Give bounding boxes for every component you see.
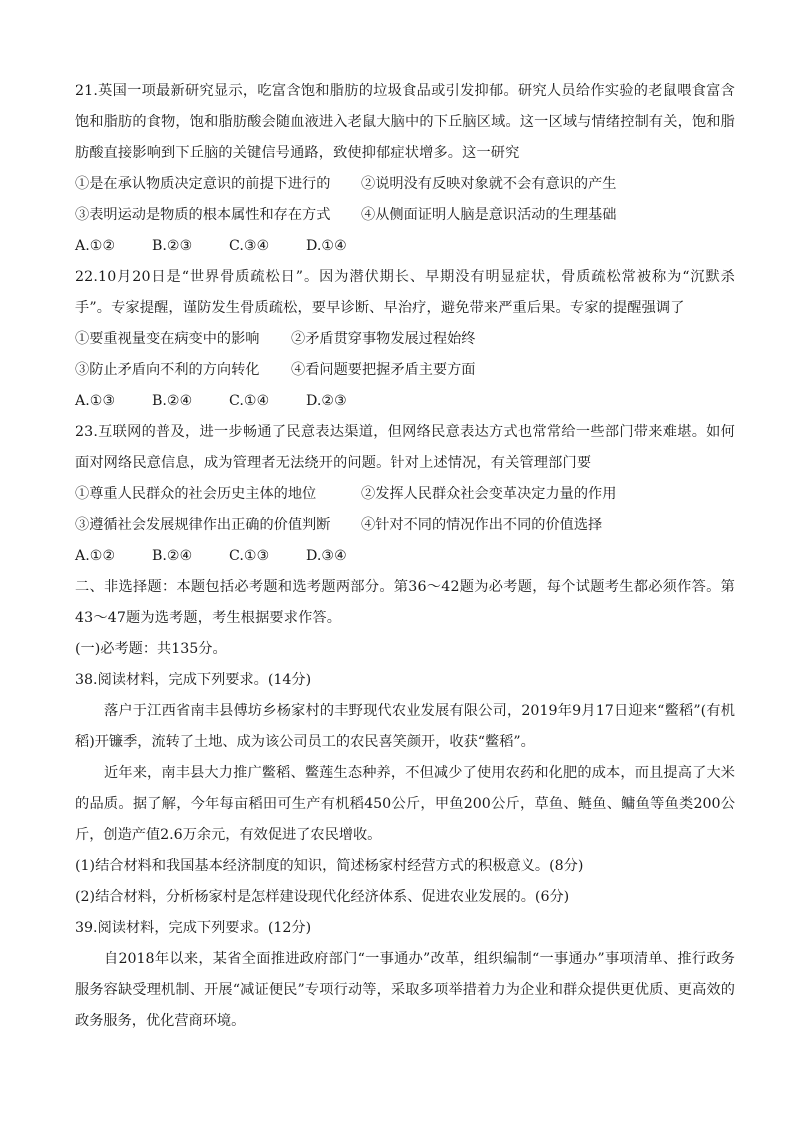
q21-option-4: ④从侧面证明人脑是意识活动的生理基础 [361,207,617,223]
q23-option-4: ④针对不同的情况作出不同的价值选择 [361,517,603,533]
q22-choice-c: C.①④ [229,393,270,409]
q22-option-1: ①要重视量变在病变中的影响 [75,331,260,347]
q21-options-row-2 [75,200,735,231]
q38-material-para-2: 近年来，南丰县大力推广鳖稻、鳖莲生态种养，不但减少了使用农药和化肥的成本，而且提高了大米的品质。据了解，今年每亩稻田可生产有机稻450公斤，甲鱼200公斤，草鱼、鲢鱼、鳙鱼等鱼类200公斤，创造产值2.6万余元，有效促进了农民增收。 [75,765,735,843]
q22-options-row-2 [75,355,735,386]
q22-options-row-1 [75,324,735,355]
q21-options-row-1 [75,169,735,200]
q38-subquestion-2: (2)结合材料，分析杨家村是怎样建设现代化经济体系、促进农业发展的。(6分) [75,889,570,905]
q22-option-4: ④看问题要把握矛盾主要方面 [291,362,476,378]
q22-choices [75,386,735,417]
q22-option-3: ③防止矛盾向不利的方向转化 [75,362,260,378]
q23-options-row-2 [75,510,735,541]
q22-option-2: ②矛盾贯穿事物发展过程始终 [291,331,476,347]
q21-choice-a: A.①② [75,238,116,254]
q23-choice-d: D.③④ [306,548,347,564]
q38-material-para-1: 落户于江西省南丰县傅坊乡杨家村的丰野现代农业发展有限公司，2019年9月17日迎来“鳖稻”(有机稻)开镰季，流转了土地、成为该公司员工的农民喜笑颜开，收获“鳖稻”。 [75,703,735,750]
q21-choice-b: B.②③ [152,238,193,254]
q23-choice-b: B.②④ [152,548,193,564]
q21-choices [75,231,735,262]
exam-content [75,76,735,1037]
q38-title: 38.阅读材料，完成下列要求。(14分) [75,672,312,688]
q23-stem: 23.互联网的普及，进一步畅通了民意表达渠道，但网络民意表达方式也常常给一些部门带来难堪。如何面对网络民意信息，成为管理者无法绕开的问题。针对上述情况，有关管理部门要 [75,424,735,471]
q23-choice-a: A.①② [75,548,116,564]
q39-title: 39.阅读材料，完成下列要求。(12分) [75,920,312,936]
q38-subquestion-1: (1)结合材料和我国基本经济制度的知识，简述杨家村经营方式的积极意义。(8分) [75,858,584,874]
q23-choices [75,541,735,572]
q39-material-para-1: 自2018年以来，某省全面推进政府部门“一事通办”改革，组织编制“一事通办”事项清单、推行政务服务容缺受理机制、开展“减证便民”专项行动等，采取多项举措着力为企业和群众提供更优质、更高效的政务服务，优化营商环境。 [75,951,735,1029]
q23-option-2: ②发挥人民群众社会变革决定力量的作用 [361,486,617,502]
q21-choice-c: C.③④ [229,238,270,254]
q23-option-1: ①尊重人民群众的社会历史主体的地位 [75,486,317,502]
q21-stem: 21.英国一项最新研究显示，吃富含饱和脂肪的垃圾食品或引发抑郁。研究人员给作实验的老鼠喂食富含饱和脂肪的食物，饱和脂肪酸会随血液进入老鼠大脑中的下丘脑区域。这一区域与情绪控制有关，饱和脂肪酸直接影响到下丘脑的关键信号通路，致使抑郁症状增多。这一研究 [75,83,735,161]
q21-option-3: ③表明运动是物质的根本属性和存在方式 [75,207,331,223]
q23-option-3: ③遵循社会发展规律作出正确的价值判断 [75,517,331,533]
required-section-label: (一)必考题：共135分。 [75,641,227,657]
q23-choice-c: C.①③ [229,548,270,564]
q22-stem: 22.10月20日是“世界骨质疏松日”。因为潜伏期长、早期没有明显症状，骨质疏松常被称为“沉默杀手”。专家提醒，谨防发生骨质疏松，要早诊断、早治疗，避免带来严重后果。专家的提醒强调了 [75,269,735,316]
q23-options-row-1 [75,479,735,510]
section2-heading: 二、非选择题：本题包括必考题和选考题两部分。第36～42题为必考题，每个试题考生都必须作答。第43～47题为选考题，考生根据要求作答。 [75,579,735,626]
q21-option-2: ②说明没有反映对象就不会有意识的产生 [361,176,617,192]
q22-choice-b: B.②④ [152,393,193,409]
q22-choice-a: A.①③ [75,393,116,409]
q21-option-1: ①是在承认物质决定意识的前提下进行的 [75,176,331,192]
q22-choice-d: D.②③ [306,393,347,409]
q21-choice-d: D.①④ [306,238,347,254]
